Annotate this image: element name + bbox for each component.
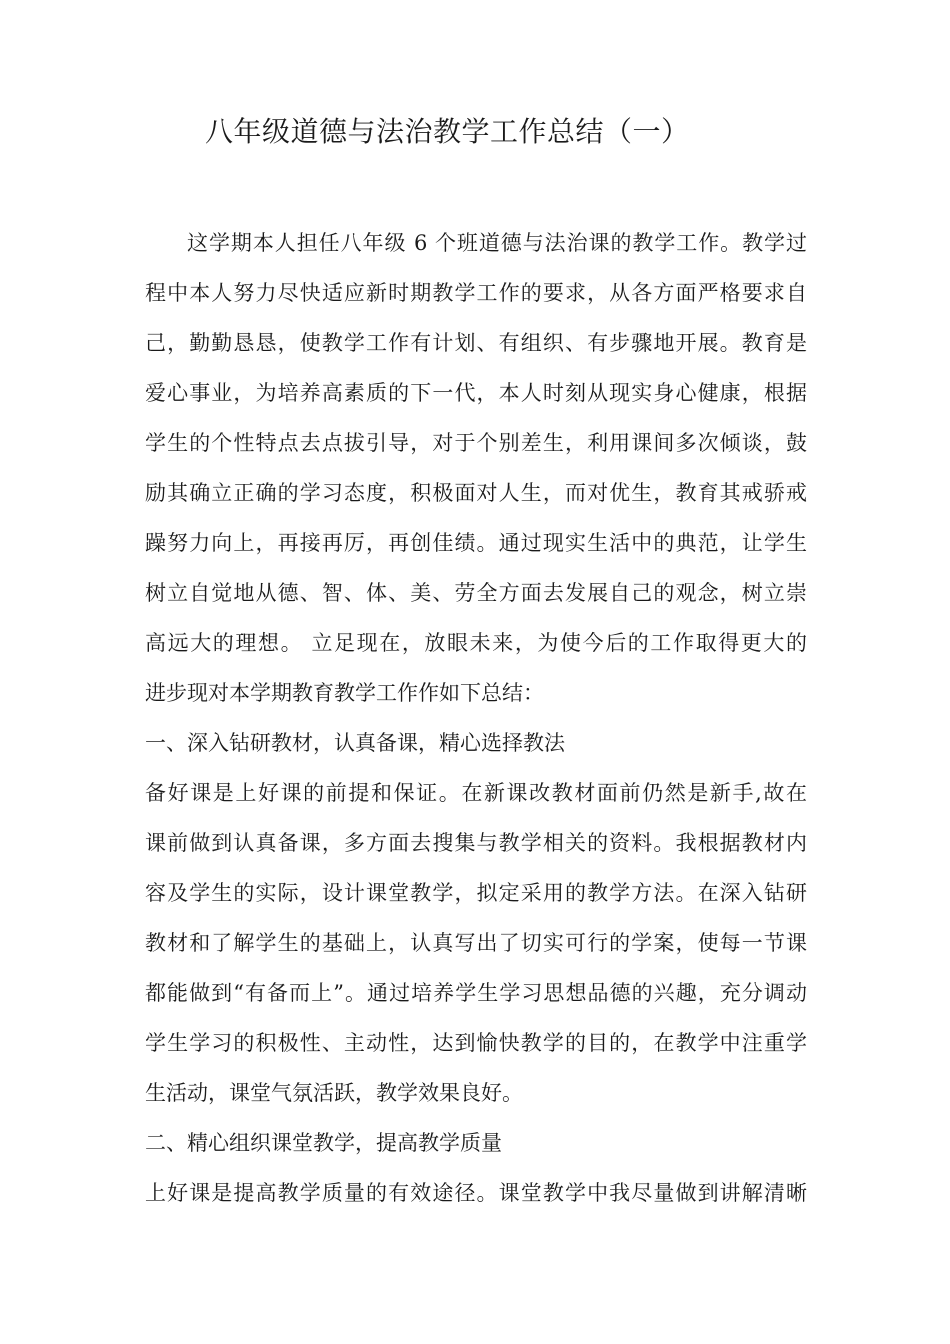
body-line: 一、深入钻研教材，认真备课，精心选择教法: [145, 731, 565, 755]
body-line: 课前做到认真备课，多方面去搜集与教学相关的资料。我根据教材内: [145, 831, 807, 855]
body-line: 进步现对本学期教育教学工作作如下总结：: [145, 681, 544, 705]
body-line: 程中本人努力尽快适应新时期教学工作的要求，从各方面严格要求自: [145, 281, 807, 305]
body-line: 备好课是上好课的前提和保证。在新课改教材面前仍然是新手,故在: [145, 781, 807, 805]
body-line: 爱心事业，为培养高素质的下一代，本人时刻从现实身心健康，根据: [145, 381, 807, 405]
document-body: [145, 218, 807, 1218]
body-line: 上好课是提高教学质量的有效途径。课堂教学中我尽量做到讲解清晰: [145, 1181, 807, 1205]
body-line: 都能做到“有备而上”。通过培养学生学习思想品德的兴趣，充分调动: [145, 981, 807, 1005]
body-line: 教材和了解学生的基础上，认真写出了切实可行的学案，使每一节课: [145, 931, 807, 955]
body-line: 生活动，课堂气氛活跃，教学效果良好。: [145, 1081, 523, 1105]
body-line: 励其确立正确的学习态度，积极面对人生，而对优生，教育其戒骄戒: [145, 481, 807, 505]
body-line: 这学期本人担任八年级 6 个班道德与法治课的教学工作。教学过: [187, 231, 807, 255]
body-line: 学生的个性特点去点拔引导，对于个别差生，利用课间多次倾谈，鼓: [145, 431, 807, 455]
body-line: 容及学生的实际，设计课堂教学，拟定采用的教学方法。在深入钻研: [145, 881, 807, 905]
body-line: 己，勤勤恳恳，使教学工作有计划、有组织、有步骤地开展。教育是: [145, 331, 807, 355]
body-line: 高远大的理想。 立足现在，放眼未来，为使今后的工作取得更大的: [145, 631, 807, 655]
body-line: 学生学习的积极性、主动性，达到愉快教学的目的，在教学中注重学: [145, 1031, 807, 1055]
document-title: 八年级道德与法治教学工作总结（一）: [205, 115, 690, 148]
body-line: 二、精心组织课堂教学，提高教学质量: [145, 1131, 502, 1155]
body-line: 躁努力向上，再接再厉，再创佳绩。通过现实生活中的典范，让学生: [145, 531, 807, 555]
body-line: 树立自觉地从德、智、体、美、劳全方面去发展自己的观念，树立崇: [145, 581, 807, 605]
